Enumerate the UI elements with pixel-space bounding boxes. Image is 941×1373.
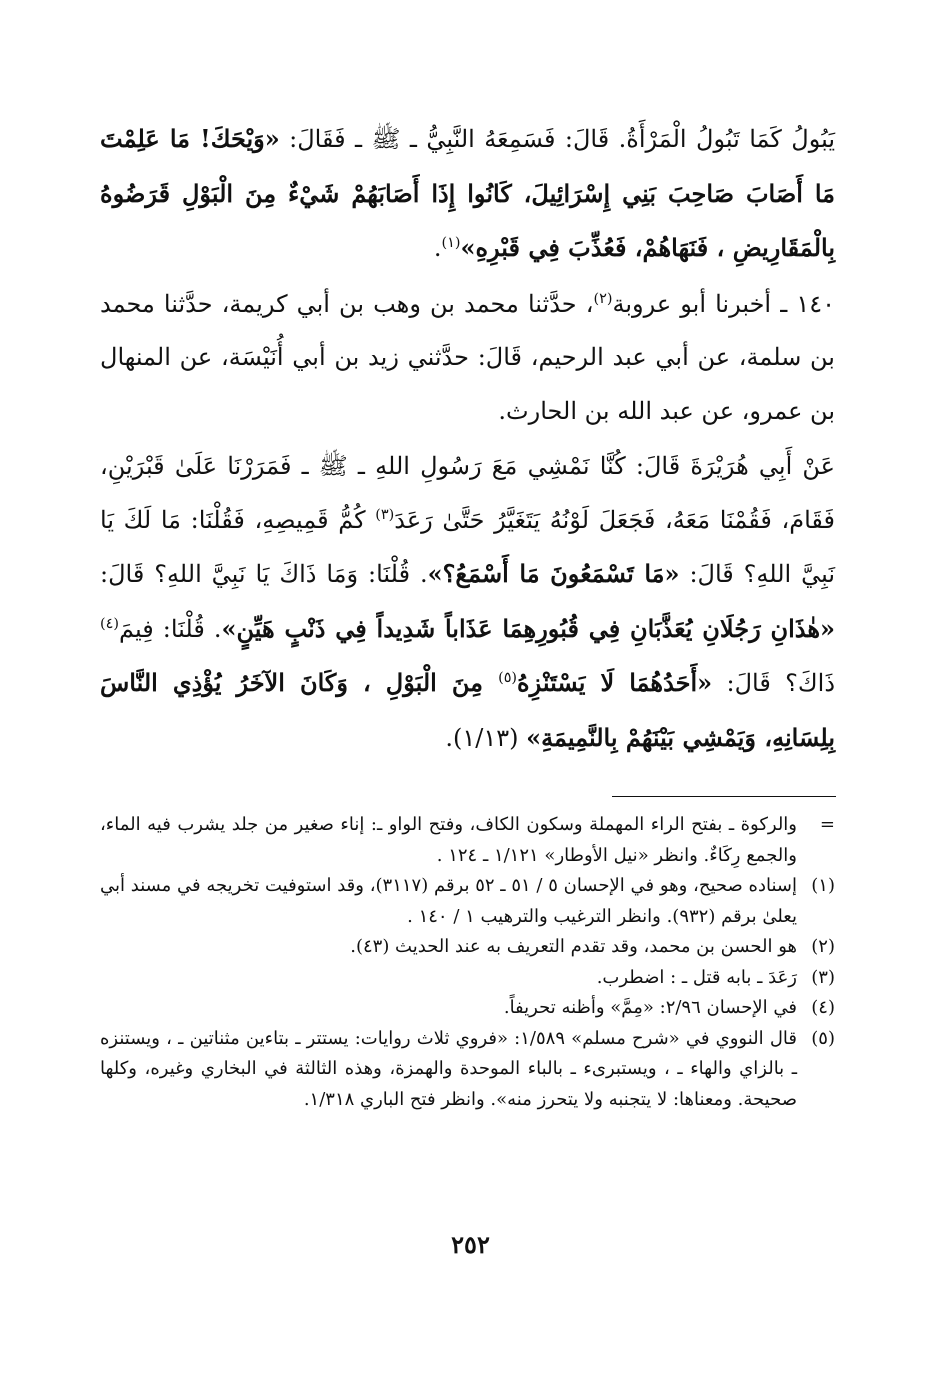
footnote-5: [100, 1024, 835, 1116]
matn-part-2: كُمُّ قَمِيصِهِ، فَقُلْنَا: مَا لَكَ يَا نَبِيَّ اللهِ؟ قَالَ:: [100, 505, 835, 588]
footnote-2: [100, 932, 835, 963]
narrative-text: يَبُولُ كَمَا تَبُولُ الْمَرْأَةُ. قَالَ: فَسَمِعَهُ النَّبِيُّ ـ ﷺ ـ فَقَالَ:: [279, 125, 836, 153]
prophet-quote: «وَيْحَكَ! مَا عَلِمْتَ مَا أَصَابَ صَاحِبَ بَنِي إِسْرَائِيلَ، كَانُوا إِذَا أَصَابَهُمْ شَيْءٌ مِنَ الْبَوْلِ قَرَضُوهُ بِالْمَقَارِيضِ ، فَنَهَاهُمْ، فَعُذِّبَ فِي قَبْرِهِ»: [100, 124, 835, 262]
page-number: ٢٥٢: [451, 1230, 490, 1259]
footnote-1-mark: (١): [811, 875, 835, 896]
footnote-3-mark: (٣): [811, 966, 835, 988]
footnote-ref-3[interactable]: (٣): [375, 506, 395, 523]
footnote-divider: [612, 796, 836, 797]
footnote-2-mark: (٢): [811, 936, 835, 957]
footnote-3: [100, 963, 835, 994]
hadith-139-ending: [100, 112, 835, 276]
prophet-quote-3b: مِنَ الْبَوْلِ ، وَكَانَ الآخَرُ يُؤْذِي النَّاسَ بِلِسَانِهِ، وَيَمْشِي بَيْنَهُمْ بِالنَّمِيمَةِ»: [100, 668, 835, 752]
matn-part-3: . قُلْنَا: وَمَا ذَاكَ يَا نَبِيَّ اللهِ؟ قَالَ:: [100, 560, 428, 588]
footnote-ref-5[interactable]: (٥): [498, 670, 518, 686]
footnote-continuation-text: والركوة ـ بفتح الراء المهملة وسكون الكاف، وفتح الواو ـ: إناء صغير من جلد يشرب فيه الماء، والجمع رِكَاءٌ. وانظر «نيل الأوطار» ١/١٢١ ـ ١٢٤ .: [100, 814, 797, 866]
footnote-2-text: هو الحسن بن محمد، وقد تقدم التعريف به عند الحديث (٤٣).: [350, 936, 797, 957]
footnote-ref-1[interactable]: (١): [441, 235, 461, 251]
footnote-ref-2[interactable]: (٢): [593, 290, 613, 307]
footnote-4-text: في الإحسان ٢/٩٦: «مِمَّ» وأظنه تحريفاً.: [503, 997, 797, 1018]
matn-part-1: عَنْ أَبِي هُرَيْرَةَ قَالَ: كُنَّا نَمْشِي مَعَ رَسُولِ اللهِ ـ ﷺ ـ فَمَرَرْنَا عَلَىٰ قَبْرَيْنِ، فَقَامَ، فَقُمْنَا مَعَهُ، فَجَعَلَ لَوْنُهُ يَتَغَيَّرُ حَتَّىٰ رَعَدَ: [100, 452, 835, 534]
sentence-end: .: [433, 234, 442, 262]
footnote-continuation: [100, 810, 835, 871]
matn-part-5: ذَاكَ؟ قَالَ:: [712, 669, 836, 697]
footnote-5-mark: (٥): [811, 1027, 835, 1049]
main-text-block: [100, 112, 835, 765]
matn-part-4: . قُلْنَا: فِيمَ: [118, 614, 222, 643]
isnad-rest: ، حدَّثنا محمد بن وهب بن أبي كريمة، حدَّثنا محمد بن سلمة، عن أبي عبد الرحيم، قَالَ: حدَّثني زيد بن أبي أُنَيْسَة، عن المنهال بن عمرو، عن عبد الله بن الحارث.: [100, 289, 835, 425]
footnote-ref-4[interactable]: (٤): [100, 615, 119, 632]
footnote-4: [100, 993, 835, 1024]
footnote-1-text: إسناده صحيح، وهو في الإحسان ٥ / ٥١ ـ ٥٢ برقم (٣١١٧)، وقد استوفيت تخريجه في مسند أبي يعلىٰ برقم (٩٣٢). وانظر الترغيب والترهيب ١ / ١٤٠ .: [100, 875, 797, 927]
footnote-5-text: قال النووي في «شرح مسلم» ١/٥٨٩: «فروي ثلاث روايات: يستتر ـ بتاءين مثناتين ـ ، ويستنزه ـ بالزاي والهاء ـ ، ويستبرىء ـ بالباء الموحدة والهمزة، وهذه الثالثة في البخاري وغيره، وكلها صحيحة. ومعناها: لا يتجنبه ولا يتحرز منه». وانظر فتح الباري ١/٣١٨.: [100, 1027, 797, 1110]
footnote-1: [100, 871, 835, 932]
hadith-140-isnad: [100, 278, 835, 439]
prophet-quote-3a: «أَحَدُهُمَا لَا يَسْتَنْزِهُ: [517, 668, 713, 697]
matn-reference: (١/١٣).: [445, 723, 527, 752]
footnote-4-mark: (٤): [811, 997, 835, 1018]
footnote-3-text: رَعَدَ ـ بابه قتل ـ : اضطرب.: [596, 966, 797, 988]
prophet-quote-2: «هٰذَانِ رَجُلَانِ يُعَذَّبَانِ فِي قُبُورِهِمَا عَذَاباً شَدِيداً فِي ذَنْبٍ هَيِّنٍ»: [221, 613, 836, 643]
continuation-mark: =: [819, 814, 835, 835]
prophet-quote-1: «مَا تَسْمَعُونَ مَا أَسْمَعُ؟»: [427, 559, 680, 588]
isnad-intro: ١٤٠ ـ أخبرنا أبو عروبة: [612, 289, 835, 318]
hadith-140-matn: [100, 440, 835, 765]
footnotes-block: [100, 810, 835, 1115]
